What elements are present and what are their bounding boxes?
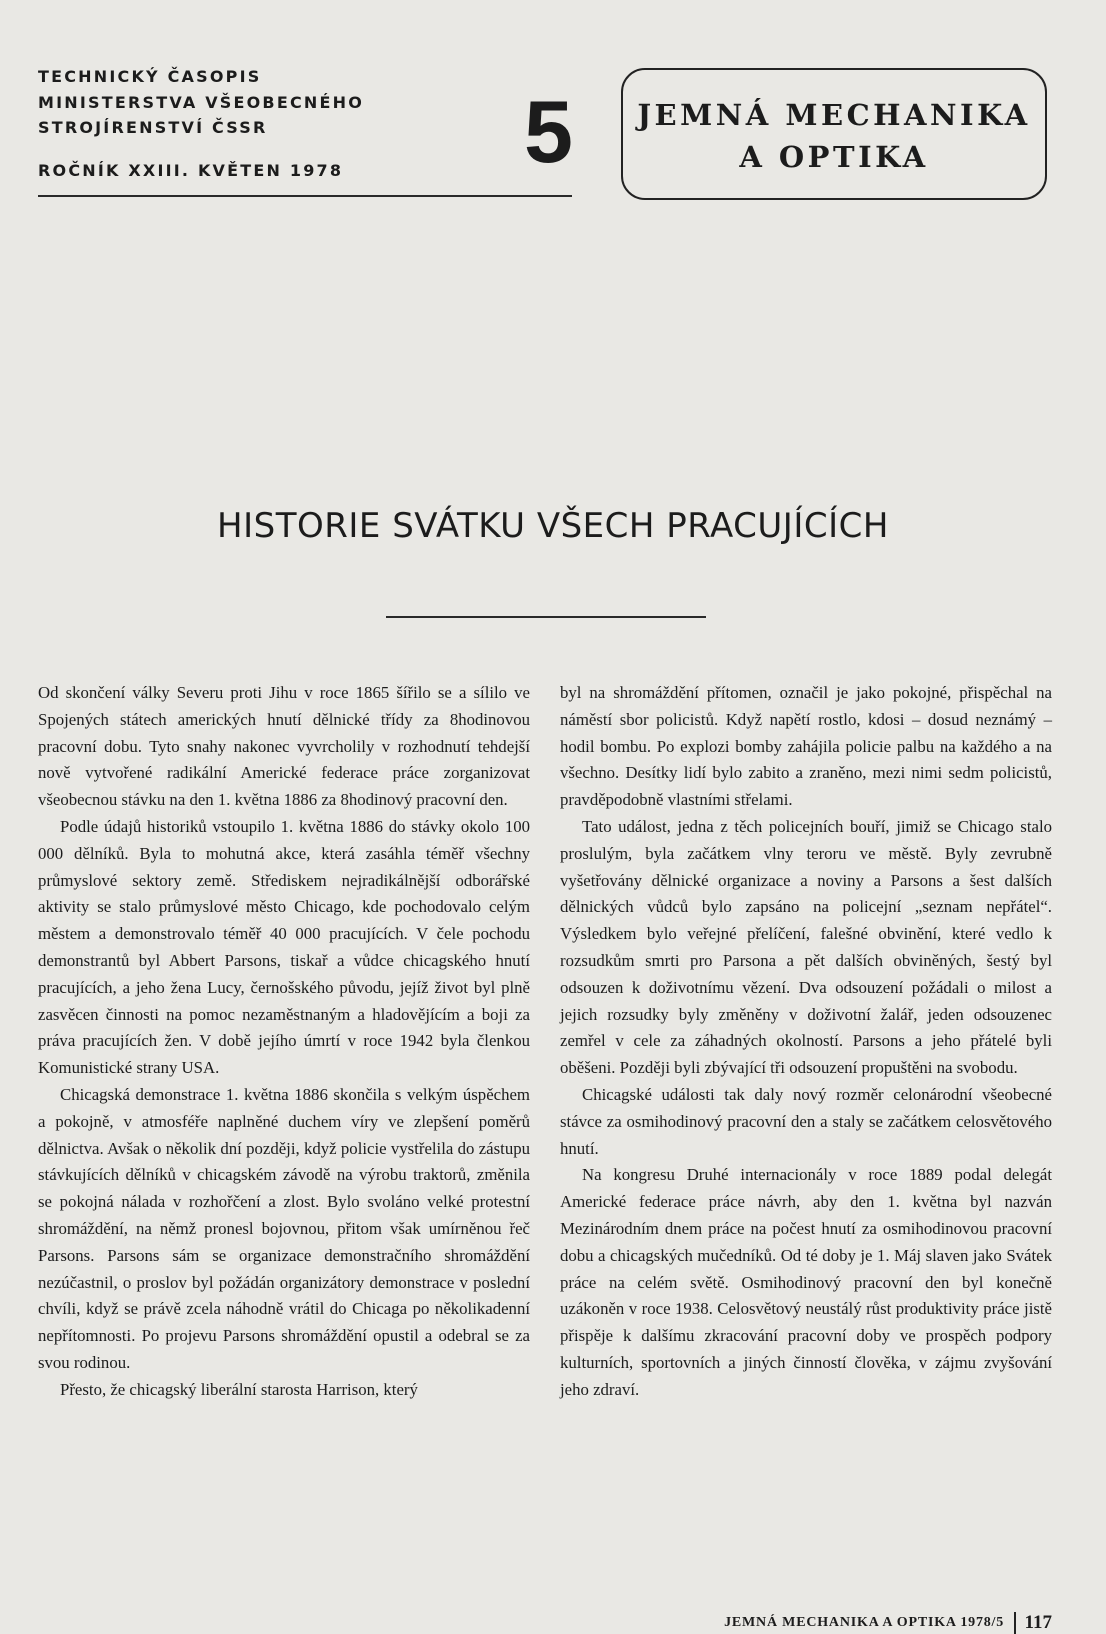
paragraph: Na kongresu Druhé internacionály v roce 1889 podal delegát Americké federace práce návrh, aby den 1. května byl nazván Mezinárodním dnem práce na počest hnutí za osmihodinovou pracovní dobu a chicagských mučedníků. Od té doby je 1. Máj slaven jako Svátek práce na celém světě. Osmihodinový pracovní den byl konečně uzákoněn v roce 1938. Celosvětový neustálý růst produktivity práce jistě přispěje k dalšímu zkracování pracovní doby ve prospěch podpory kulturních, sportovních a jiných činností člověka, v zájmu zvyšování jeho zdraví.: [560, 1165, 1052, 1399]
article-column-left: [38, 680, 530, 1404]
issue-number: 5: [524, 82, 573, 181]
journal-title-box: [621, 68, 1047, 200]
paragraph: Přesto, že chicagský liberální starosta Harrison, který: [60, 1379, 418, 1399]
paragraph: byl na shromáždění přítomen, označil je jako pokojné, přispěchal na náměstí sbor policistů. Když napětí rostlo, kdosi – dosud neznámý – hodil bombu. Po explozi bomby zahájila policie palbu na každého a na všechno. Desítky lidí bylo zabito a zraněno, mezi nimi sedm policistů, pravděpodobně vlastními střelami.: [560, 683, 1052, 810]
journal-title-line: JEMNÁ MECHANIKA: [637, 98, 1031, 132]
paragraph: Chicagská demonstrace 1. května 1886 skončila s velkým úspěchem a pokojně, v atmosféře naplněné duchem víry ve zlepšení poměrů dělnictva. Avšak o několik dní později, když policie vystřelila do zástupu stávkujících dělníků v chicagském závodě na výrobu traktorů, změnila se pokojná nálada v rozhořčení a zlost. Bylo svoláno velké protestní shromáždění, na němž pronesl bojovnou, přitom však umírněnou řeč Parsons. Parsons sám se organizace demonstračního shromáždění nezúčastnil, o proslov byl požádán organizátory demonstrace v poslední chvíli, když se právě zcela náhodně vrátil do Chicaga po několikadenní nepřítomnosti. Po projevu Parsons shromáždění opustil a odebral se za svou rodinou.: [38, 1084, 530, 1372]
paragraph: Podle údajů historiků vstoupilo 1. května 1886 do stávky okolo 100 000 dělníků. Byla to mohutná akce, která zasáhla téměř všechny průmyslové sektory země. Střediskem nejradikálnější odborářské aktivity se stalo průmyslové město Chicago, kde pochodovalo celým městem a demonstrovalo téměř 40 000 pracujících. V čele pochodu demonstrantů byl Abbert Parsons, tiskař a vůdce chicagského hnutí pracujících, a jeho žena Lucy, černošského původu, jejíž život byl plně zasvěcen činnosti na pomoc nezaměstnaným a hladovějícím a boji za práva pracujících žen. V době jejího úmrtí v roce 1942 byla členkou Komunistické strany USA.: [38, 816, 530, 1078]
article-column-right: [560, 680, 1052, 1404]
paragraph: Od skončení války Severu proti Jihu v roce 1865 šířilo se a sílilo ve Spojených státech amerických hnutí dělnické třídy za 8hodinovou pracovní dobu. Tyto snahy nakonec vyvrcholily v rozhodnutí tehdejší nově vytvořené radikální Americké federace práce zorganizovat všeobecnou stávku na den 1. května 1886 za 8hodinový pracovní den.: [38, 683, 530, 810]
article-title: HISTORIE SVÁTKU VŠECH PRACUJÍCÍCH: [217, 506, 889, 546]
volume-line: ROČNÍK XXIII. KVĚTEN 1978: [38, 160, 344, 180]
publisher-block: [38, 64, 364, 183]
journal-title-line: A OPTIKA: [739, 140, 929, 174]
publisher-line: STROJÍRENSTVÍ ČSSR: [38, 118, 268, 137]
page-number: 117: [1024, 1612, 1052, 1633]
publisher-line: MINISTERSTVA VŠEOBECNÉHO: [38, 92, 365, 112]
title-divider: [386, 616, 706, 618]
footer-journal-ref: JEMNÁ MECHANIKA A OPTIKA 1978/5: [724, 1615, 1005, 1630]
header-divider: [38, 195, 572, 197]
paragraph: Tato událost, jedna z těch policejních bouří, jimiž se Chicago stalo proslulým, byla začátkem vlny teroru ve městě. Byly zevrubně vyšetřovány dělnické organizace a noviny a Parsons a šest dalších dělnických vůdců bylo zapsáno na policejní „seznam nepřátel“. Výsledkem bylo veřejné přelíčení, falešné obvinění, které vedlo k rozsudkům smrti pro Parsona a pět dalších obviněných, šestý byl odsouzen k doživotnímu vězení. Dva odsouzení požádali o milost a jejich rozsudky byly změněny v doživotní žalář, jeden odsouzenec zemřel v cele za záhadných okolností. Parsons a jeho přátelé byli oběšeni. Později byli zbývající tři odsouzení propuštěni na svobodu.: [560, 816, 1052, 1078]
paragraph: Chicagské události tak daly nový rozměr celonárodní všeobecné stávce za osmihodinový pracovní den a staly se začátkem celosvětového hnutí.: [560, 1084, 1052, 1158]
publisher-line: TECHNICKÝ ČASOPIS: [38, 67, 262, 86]
